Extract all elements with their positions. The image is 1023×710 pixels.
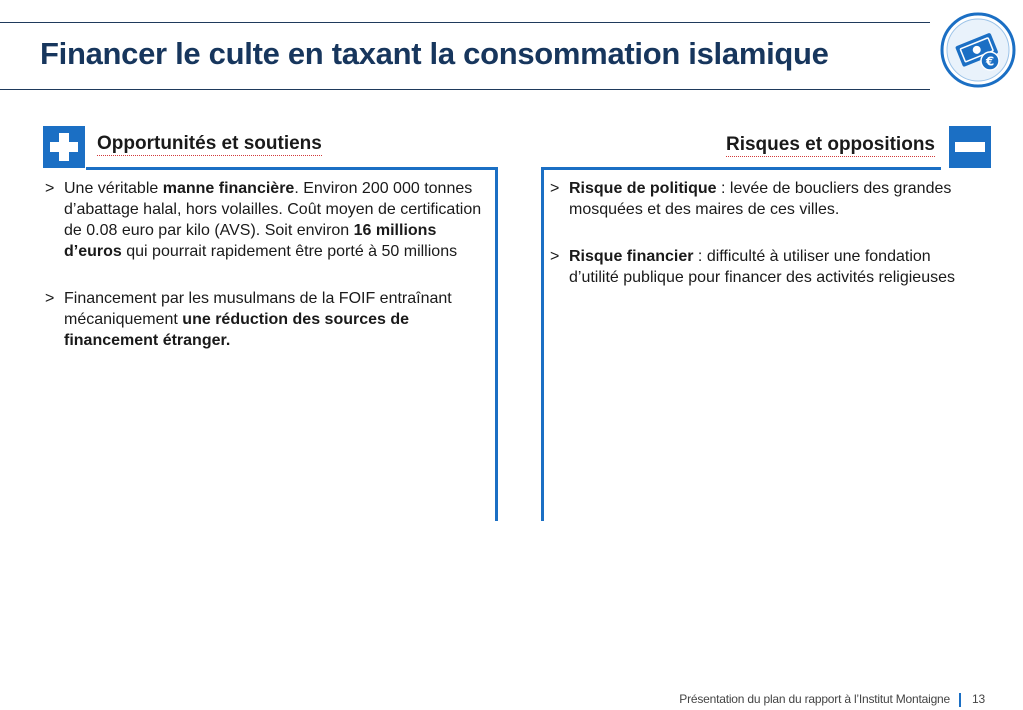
right-frame-left — [541, 167, 544, 521]
emphasis-text: Risque de politique — [569, 180, 717, 197]
minus-icon — [949, 126, 991, 168]
risks-heading — [726, 134, 935, 156]
body-text: . Environ 200 000 tonnes d’abattage halal, hors volailles. Coût moyen de certification de 0.08 euro par kilo (AVS). Soit environ — [64, 180, 482, 239]
money-euro-icon — [940, 12, 1016, 88]
page-number: 13 — [972, 692, 985, 706]
bullet-arrow-icon: > — [45, 290, 55, 307]
svg-text:€: € — [985, 54, 995, 69]
opportunities-list — [45, 178, 490, 377]
body-text: Financement par les musulmans de la FOIF entraînant mécaniquement — [64, 290, 452, 328]
opportunity-item — [45, 288, 490, 351]
emphasis-text: Risque financier — [569, 248, 694, 265]
emphasis-text: une réduction des sources de financement étranger. — [64, 311, 410, 349]
emphasis-text: 16 millions d’euros — [64, 222, 437, 260]
opportunities-heading — [97, 133, 322, 155]
left-frame-right — [495, 167, 498, 521]
left-frame-top — [86, 167, 498, 170]
right-frame-top — [541, 167, 941, 170]
risk-item — [550, 178, 980, 220]
slide-title: Financer le culte en taxant la consommation islamique — [40, 36, 829, 71]
plus-icon — [43, 126, 85, 168]
risks-list — [550, 178, 980, 314]
footer-divider — [959, 693, 961, 707]
bullet-arrow-icon: > — [550, 248, 560, 265]
opportunity-item — [45, 178, 490, 262]
title-bottom-rule — [0, 89, 930, 90]
opportunities-heading-text: Opportunités et soutiens — [97, 133, 322, 154]
emphasis-text: manne financière — [162, 180, 295, 197]
bullet-arrow-icon: > — [550, 180, 560, 197]
title-top-rule — [0, 22, 930, 23]
body-text: : difficulté à utiliser une fondation d’utilité publique pour financer des activités religieuses — [569, 248, 955, 286]
footer-text: Présentation du plan du rapport à l’Institut Montaigne — [679, 692, 950, 706]
body-text: Une véritable — [64, 180, 163, 197]
risks-heading-text: Risques et oppositions — [725, 134, 935, 155]
body-text: : levée de boucliers des grandes mosquées et des maires de ces villes. — [569, 180, 952, 218]
risk-item — [550, 246, 980, 288]
body-text: qui pourrait rapidement être porté à 50 millions — [121, 243, 458, 260]
bullet-arrow-icon: > — [45, 180, 55, 197]
